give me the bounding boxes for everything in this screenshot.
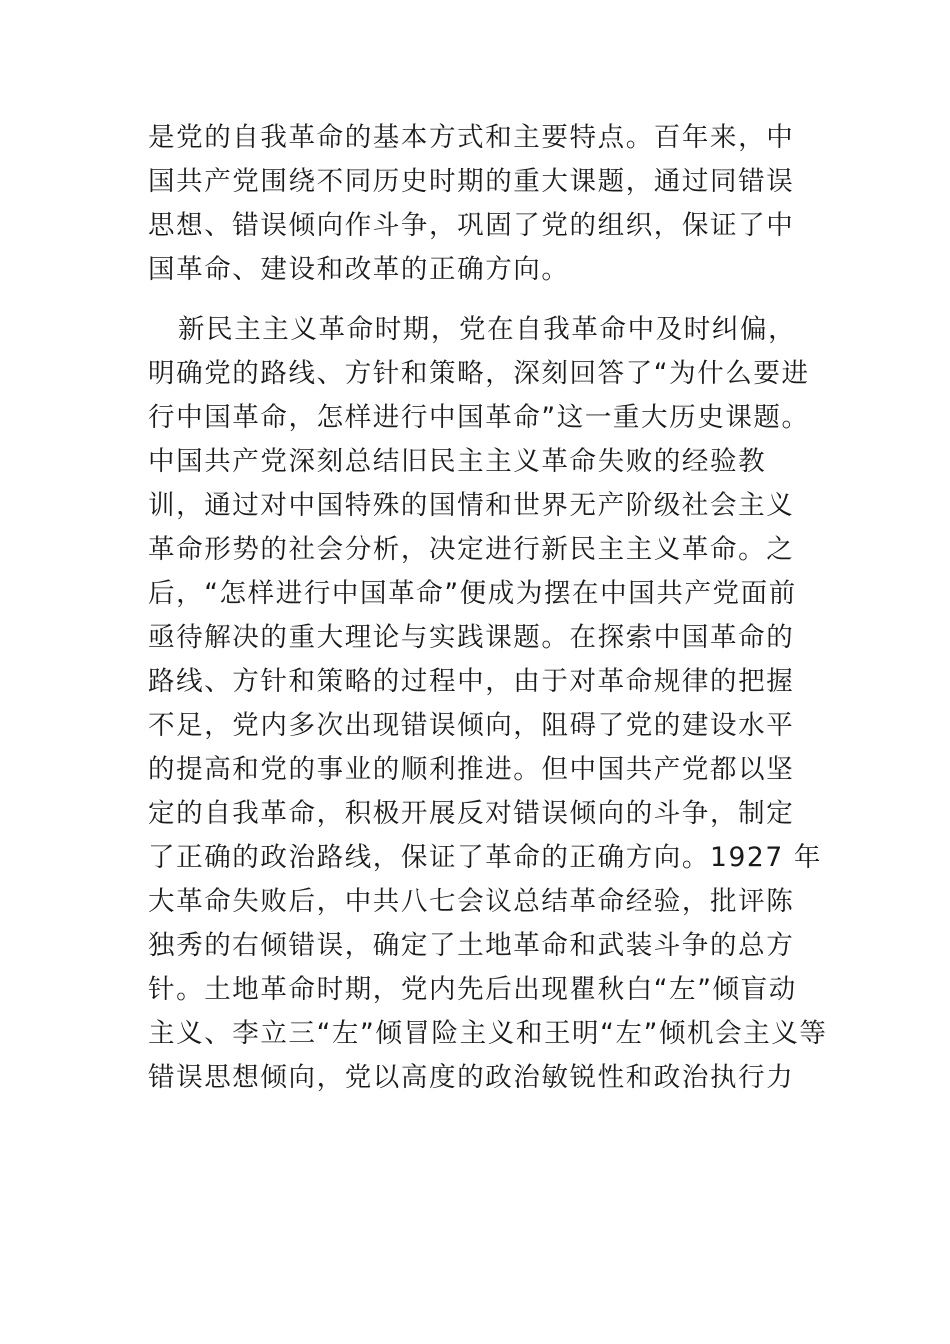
text-line: 错误思想倾向，党以高度的政治敏锐性和政治执行力	[148, 1062, 795, 1093]
text-line: 不足，党内多次出现错误倾向，阻碍了党的建设水平	[148, 710, 795, 741]
text-line: 路线、方针和策略的过程中，由于对革命规律的把握	[148, 666, 795, 697]
text-line: 国革命、建设和改革的正确方向。	[148, 254, 570, 285]
text-line: 明确党的路线、方针和策略，深刻回答了“为什么要进	[148, 358, 810, 389]
text-line: 中国共产党深刻总结旧民主主义革命失败的经验教	[148, 446, 767, 477]
text-line: 定的自我革命，积极开展反对错误倾向的斗争，制定	[148, 798, 795, 829]
text-line: 的提高和党的事业的顺利推进。但中国共产党都以坚	[148, 754, 795, 785]
text-line: 后，“怎样进行中国革命”便成为摆在中国共产党面前	[148, 578, 797, 609]
text-line: 革命形势的社会分析，决定进行新民主主义革命。之	[148, 534, 795, 565]
text-line: 大革命失败后，中共八七会议总结革命经验，批评陈	[148, 886, 795, 917]
text-line: 思想、错误倾向作斗争，巩固了党的组织，保证了中	[148, 210, 795, 241]
text-line: 新民主主义革命时期，党在自我革命中及时纠偏，	[178, 314, 797, 345]
text-line: 训，通过对中国特殊的国情和世界无产阶级社会主义	[148, 490, 795, 521]
text-line: 行中国革命，怎样进行中国革命”这一重大历史课题。	[148, 402, 810, 433]
paragraph-1	[148, 116, 808, 292]
text-line: 是党的自我革命的基本方式和主要特点。百年来，中	[148, 122, 795, 153]
paragraph-2	[148, 308, 828, 1100]
text-line: 主义、李立三“左”倾冒险主义和王明“左”倾机会主义等	[148, 1018, 828, 1049]
text-line: 了正确的政治路线，保证了革命的正确方向。1927 年	[148, 842, 822, 873]
text-line: 独秀的右倾错误，确定了土地革命和武装斗争的总方	[148, 930, 795, 961]
text-line: 针。土地革命时期，党内先后出现瞿秋白“左”倾盲动	[148, 974, 797, 1005]
text-line: 国共产党围绕不同历史时期的重大课题，通过同错误	[148, 166, 795, 197]
text-line: 亟待解决的重大理论与实践课题。在探索中国革命的	[148, 622, 795, 653]
